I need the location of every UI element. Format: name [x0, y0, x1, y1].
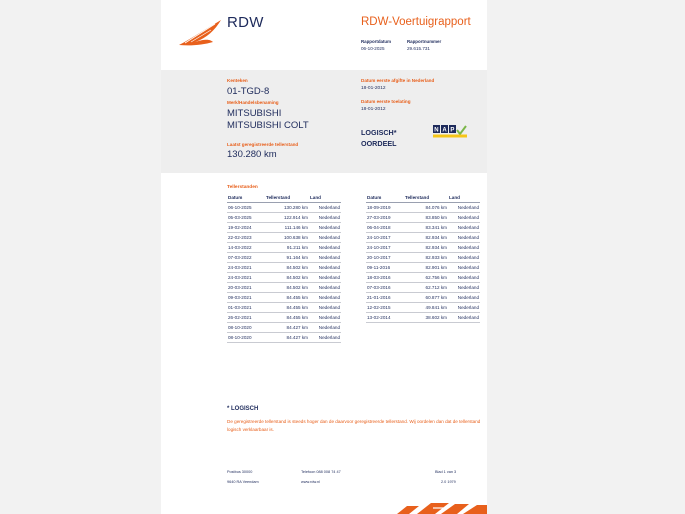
report-number: 29.615.731: [407, 46, 430, 51]
table-row: [227, 283, 341, 293]
vehicle-info-panel: [161, 70, 487, 173]
table-row: [227, 213, 341, 223]
row-country: Nederland: [309, 203, 341, 213]
footer-address2: 9640 RA Veendam: [227, 480, 259, 484]
row-date: 21-01-2016: [366, 293, 404, 303]
row-date: 07-03-2022: [227, 253, 265, 263]
row-date: 05-03-2025: [227, 213, 265, 223]
row-country: Nederland: [309, 273, 341, 283]
table-row: [227, 233, 341, 243]
row-country: Nederland: [448, 213, 480, 223]
table-row: [227, 203, 341, 213]
row-date: 13-02-2014: [366, 313, 404, 323]
col-date: Datum: [366, 193, 404, 203]
row-date: 09-03-2021: [227, 293, 265, 303]
rdw-logo-icon: [177, 18, 223, 48]
report-title: RDW-Voertuigrapport: [361, 16, 471, 28]
svg-text:A: A: [442, 127, 447, 134]
row-country: Nederland: [448, 303, 480, 313]
table-row: [227, 223, 341, 233]
row-country: Nederland: [309, 323, 341, 333]
row-date: 18-09-2019: [366, 203, 404, 213]
footer-page: Blad 1 van 3: [435, 470, 457, 474]
row-date: 07-03-2016: [366, 283, 404, 293]
row-date: 14-03-2022: [227, 243, 265, 253]
row-country: Nederland: [309, 243, 341, 253]
row-reading: 60.877 km: [404, 293, 448, 303]
row-country: Nederland: [448, 263, 480, 273]
decorative-stripes-icon: [397, 500, 487, 514]
row-country: Nederland: [309, 263, 341, 273]
row-reading: 111.146 km: [265, 223, 309, 233]
table-row: [227, 263, 341, 273]
make-value: MITSUBISHI: [227, 108, 282, 119]
last-reading-label: Laatst geregistreerde tellerstand: [227, 142, 299, 147]
row-reading: 82.933 km: [404, 253, 448, 263]
row-date: 06-10-2025: [227, 203, 265, 213]
row-date: 24-10-2017: [366, 233, 404, 243]
table-row: [366, 313, 480, 323]
model-value: MITSUBISHI COLT: [227, 120, 309, 131]
report-date-label: Rapportdatum: [361, 39, 392, 44]
verdict: [361, 127, 397, 149]
row-country: Nederland: [448, 273, 480, 283]
row-reading: 84.502 km: [265, 283, 309, 293]
row-country: Nederland: [448, 283, 480, 293]
row-reading: 83.850 km: [404, 213, 448, 223]
table-row: [227, 323, 341, 333]
row-date: 26-02-2021: [227, 313, 265, 323]
row-reading: 84.427 km: [265, 333, 309, 343]
table-row: [366, 203, 480, 213]
row-reading: 91.211 km: [265, 243, 309, 253]
brand-name: RDW: [227, 14, 264, 31]
row-country: Nederland: [448, 203, 480, 213]
row-date: 09-11-2016: [366, 263, 404, 273]
report-page: [161, 0, 487, 514]
table-row: [227, 313, 341, 323]
row-country: Nederland: [309, 253, 341, 263]
row-date: 20-10-2017: [366, 253, 404, 263]
row-country: Nederland: [448, 253, 480, 263]
footer-code: 2.0 1979: [441, 480, 456, 484]
table-row: [366, 243, 480, 253]
footer-address1: Postbus 30000: [227, 470, 253, 474]
verdict-line1: LOGISCH*: [361, 128, 397, 137]
col-country: Land: [309, 193, 341, 203]
odometer-table-right: [366, 193, 480, 323]
footer-website: www.rdw.nl: [301, 480, 320, 484]
row-reading: 84.455 km: [265, 293, 309, 303]
first-admission-label: Datum eerste toelating: [361, 99, 411, 104]
row-country: Nederland: [309, 233, 341, 243]
row-country: Nederland: [309, 313, 341, 323]
row-reading: 83.341 km: [404, 223, 448, 233]
table-row: [227, 243, 341, 253]
row-country: Nederland: [309, 333, 341, 343]
row-country: Nederland: [309, 283, 341, 293]
table-row: [366, 293, 480, 303]
row-reading: 84.502 km: [265, 273, 309, 283]
row-reading: 49.841 km: [404, 303, 448, 313]
row-date: 12-02-2015: [366, 303, 404, 313]
row-country: Nederland: [309, 213, 341, 223]
table-row: [366, 223, 480, 233]
last-reading-value: 130.280 km: [227, 149, 277, 160]
svg-text:N: N: [434, 127, 439, 134]
row-date: 08-10-2020: [227, 333, 265, 343]
table-row: [227, 253, 341, 263]
row-reading: 82.901 km: [404, 263, 448, 273]
table-row: [366, 303, 480, 313]
row-date: 18-03-2016: [366, 273, 404, 283]
row-date: 24-03-2021: [227, 273, 265, 283]
row-date: 22-02-2023: [227, 233, 265, 243]
row-country: Nederland: [309, 303, 341, 313]
row-date: 24-03-2021: [227, 263, 265, 273]
col-date: Datum: [227, 193, 265, 203]
footnote-title: * LOGISCH: [227, 406, 259, 412]
table-row: [366, 263, 480, 273]
row-reading: 84.502 km: [265, 263, 309, 273]
table-row: [227, 273, 341, 283]
plate-value: 01-TGD-8: [227, 86, 270, 97]
row-reading: 122.914 km: [265, 213, 309, 223]
row-reading: 62.756 km: [404, 273, 448, 283]
col-reading: Tellerstand: [404, 193, 448, 203]
svg-text:P: P: [450, 127, 455, 134]
table-row: [227, 303, 341, 313]
table-row: [366, 213, 480, 223]
verdict-line2: OORDEEL: [361, 139, 397, 148]
first-admission-nl-label: Datum eerste afgifte in Nederland: [361, 78, 435, 83]
footnote-text: De geregistreerde tellerstand is steeds hoger dan de daarvoor geregistreerde tellerstand. Wij oordelen dan dat de tellerstand logisch verklaarbaar is.: [227, 419, 481, 432]
row-reading: 100.638 km: [265, 233, 309, 243]
row-reading: 84.427 km: [265, 323, 309, 333]
row-date: 08-10-2020: [227, 323, 265, 333]
table-row: [366, 233, 480, 243]
row-country: Nederland: [309, 293, 341, 303]
row-reading: 84.455 km: [265, 303, 309, 313]
table-row: [227, 293, 341, 303]
make-model-label: Merk/Handelsbenaming: [227, 100, 279, 105]
row-country: Nederland: [448, 313, 480, 323]
row-reading: 82.934 km: [404, 243, 448, 253]
row-reading: 62.712 km: [404, 283, 448, 293]
table-row: [366, 253, 480, 263]
odometer-section-title: Tellerstanden: [227, 185, 258, 190]
odometer-table-left: [227, 193, 341, 343]
table-row: [366, 273, 480, 283]
row-country: Nederland: [309, 223, 341, 233]
first-admission-nl-value: 18-01-2012: [361, 86, 386, 91]
row-reading: 130.280 km: [265, 203, 309, 213]
col-reading: Tellerstand: [265, 193, 309, 203]
row-date: 06-04-2018: [366, 223, 404, 233]
row-reading: 84.455 km: [265, 313, 309, 323]
plate-label: Kenteken: [227, 78, 248, 83]
row-country: Nederland: [448, 223, 480, 233]
row-reading: 91.164 km: [265, 253, 309, 263]
row-date: 27-03-2019: [366, 213, 404, 223]
table-row: [366, 283, 480, 293]
col-country: Land: [448, 193, 480, 203]
row-reading: 38.602 km: [404, 313, 448, 323]
report-date: 06-10-2025: [361, 46, 385, 51]
report-number-label: Rapportnummer: [407, 39, 442, 44]
row-date: 20-03-2021: [227, 283, 265, 293]
row-country: Nederland: [448, 293, 480, 303]
row-date: 24-10-2017: [366, 243, 404, 253]
row-date: 01-03-2021: [227, 303, 265, 313]
row-country: Nederland: [448, 243, 480, 253]
row-reading: 82.934 km: [404, 233, 448, 243]
row-reading: 84.076 km: [404, 203, 448, 213]
row-country: Nederland: [448, 233, 480, 243]
first-admission-value: 18-01-2012: [361, 107, 386, 112]
nap-logo-icon: [433, 125, 467, 138]
table-row: [227, 333, 341, 343]
footer-phone: Telefoon 088 008 74 47: [301, 470, 341, 474]
row-date: 19-02-2024: [227, 223, 265, 233]
